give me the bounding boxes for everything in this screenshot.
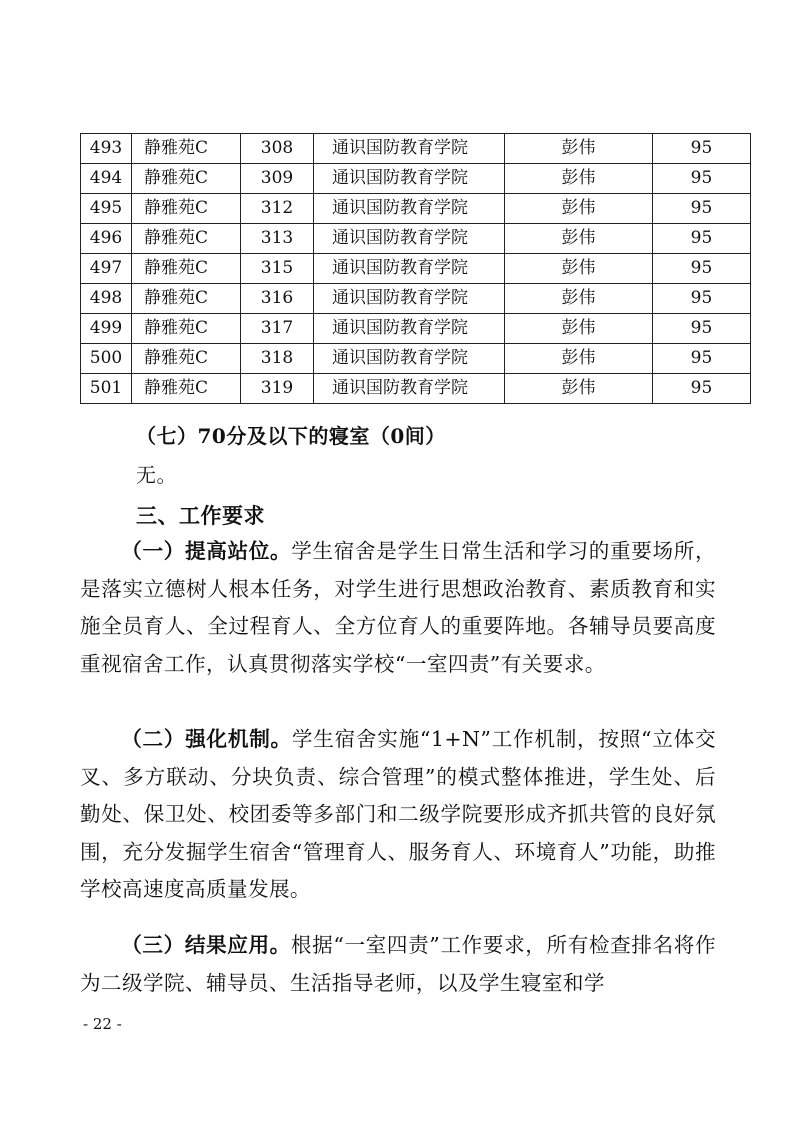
cell-college: 通识国防教育学院 xyxy=(314,344,505,374)
cell-building: 静雅苑C xyxy=(132,134,241,164)
cell-building: 静雅苑C xyxy=(132,164,241,194)
cell-instructor: 彭伟 xyxy=(505,314,653,344)
paragraph-3-text: 根据“一室四责”工作要求，所有检查排名将作为二级学院、辅导员、生活指导老师，以及学生寝室和学 xyxy=(80,933,716,995)
paragraph-2-text: 学生宿舍实施“1+N”工作机制，按照“立体交叉、多方联动、分块负责、综合管理”的模式整体推进，学生处、后勤处、保卫处、校团委等多部门和二级学院要形成齐抓共管的良好氛围，充分发掘学生宿舍“管理育人、服务育人、环境育人”功能，助推学校高速度高质量发展。 xyxy=(80,727,716,901)
cell-score: 95 xyxy=(653,134,751,164)
cell-college: 通识国防教育学院 xyxy=(314,224,505,254)
cell-college: 通识国防教育学院 xyxy=(314,164,505,194)
paragraph-2 xyxy=(80,721,716,909)
cell-number: 494 xyxy=(81,164,132,194)
cell-instructor: 彭伟 xyxy=(505,254,653,284)
cell-instructor: 彭伟 xyxy=(505,224,653,254)
cell-room: 313 xyxy=(241,224,314,254)
cell-instructor: 彭伟 xyxy=(505,284,653,314)
cell-number: 500 xyxy=(81,344,132,374)
cell-number: 498 xyxy=(81,284,132,314)
page-number: - 22 - xyxy=(83,1015,122,1033)
table-row xyxy=(81,224,751,254)
cell-building: 静雅苑C xyxy=(132,344,241,374)
cell-number: 495 xyxy=(81,194,132,224)
cell-number: 501 xyxy=(81,374,132,404)
cell-room: 319 xyxy=(241,374,314,404)
paragraph-2-lead: （二）强化机制。 xyxy=(121,727,292,751)
cell-college: 通识国防教育学院 xyxy=(314,374,505,404)
cell-college: 通识国防教育学院 xyxy=(314,254,505,284)
paragraph-3 xyxy=(80,927,716,1002)
cell-building: 静雅苑C xyxy=(132,374,241,404)
section-3-heading: 三、工作要求 xyxy=(136,503,265,528)
table-row xyxy=(81,344,751,374)
ranking-table xyxy=(80,133,751,404)
cell-number: 499 xyxy=(81,314,132,344)
cell-building: 静雅苑C xyxy=(132,284,241,314)
cell-college: 通识国防教育学院 xyxy=(314,194,505,224)
paragraph-1 xyxy=(80,533,716,683)
cell-room: 308 xyxy=(241,134,314,164)
cell-room: 318 xyxy=(241,344,314,374)
cell-building: 静雅苑C xyxy=(132,254,241,284)
table-row xyxy=(81,374,751,404)
cell-college: 通识国防教育学院 xyxy=(314,284,505,314)
cell-number: 493 xyxy=(81,134,132,164)
section-7-content: 无。 xyxy=(136,463,177,487)
cell-room: 312 xyxy=(241,194,314,224)
cell-score: 95 xyxy=(653,254,751,284)
section-7-heading: （七）70分及以下的寝室（0间） xyxy=(136,424,446,448)
cell-score: 95 xyxy=(653,314,751,344)
table-row xyxy=(81,134,751,164)
cell-college: 通识国防教育学院 xyxy=(314,314,505,344)
cell-instructor: 彭伟 xyxy=(505,194,653,224)
cell-room: 309 xyxy=(241,164,314,194)
cell-building: 静雅苑C xyxy=(132,314,241,344)
table-row xyxy=(81,284,751,314)
paragraph-3-lead: （三）结果应用。 xyxy=(121,933,291,957)
cell-room: 317 xyxy=(241,314,314,344)
cell-instructor: 彭伟 xyxy=(505,374,653,404)
cell-number: 497 xyxy=(81,254,132,284)
cell-score: 95 xyxy=(653,164,751,194)
cell-score: 95 xyxy=(653,224,751,254)
cell-room: 316 xyxy=(241,284,314,314)
table-row xyxy=(81,164,751,194)
cell-building: 静雅苑C xyxy=(132,194,241,224)
table-row xyxy=(81,314,751,344)
cell-score: 95 xyxy=(653,374,751,404)
cell-score: 95 xyxy=(653,344,751,374)
table-row xyxy=(81,254,751,284)
cell-instructor: 彭伟 xyxy=(505,344,653,374)
paragraph-1-lead: （一）提高站位。 xyxy=(121,539,292,563)
cell-college: 通识国防教育学院 xyxy=(314,134,505,164)
cell-room: 315 xyxy=(241,254,314,284)
paragraph-1-text: 学生宿舍是学生日常生活和学习的重要场所，是落实立德树人根本任务，对学生进行思想政治教育、素质教育和实施全员育人、全过程育人、全方位育人的重要阵地。各辅导员要高度重视宿舍工作，认真贯彻落实学校“一室四责”有关要求。 xyxy=(80,539,717,676)
cell-building: 静雅苑C xyxy=(132,224,241,254)
ranking-table-body xyxy=(81,134,751,404)
cell-instructor: 彭伟 xyxy=(505,164,653,194)
cell-score: 95 xyxy=(653,194,751,224)
table-row xyxy=(81,194,751,224)
cell-number: 496 xyxy=(81,224,132,254)
cell-score: 95 xyxy=(653,284,751,314)
cell-instructor: 彭伟 xyxy=(505,134,653,164)
